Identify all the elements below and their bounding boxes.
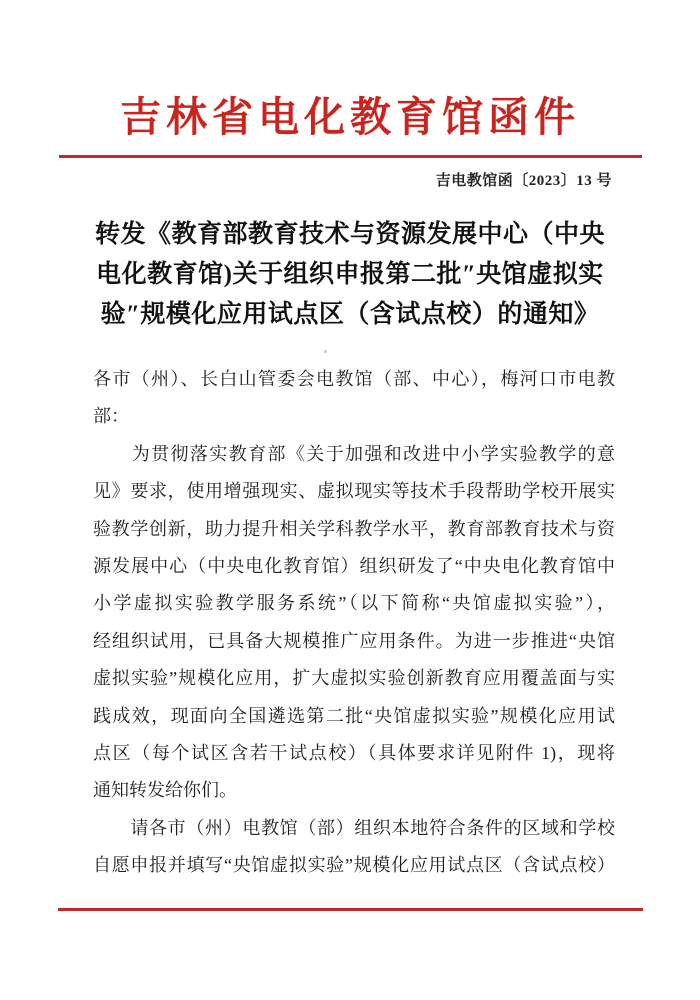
body-line: 请各市（州）电教馆（部）组织本地符合条件的区域和学校 (93, 817, 615, 838)
body-line: 小学虚拟实验教学服务系统”（以下简称“央馆虚拟实验”）， (93, 593, 615, 614)
body-line: 经组织试用，已具备大规模推广应用条件。为进一步推进“央馆 (93, 630, 615, 651)
document-title-line: 转发《教育部教育技术与资源发展中心（中央 (94, 221, 605, 248)
document-body (93, 361, 615, 884)
document-title (45, 215, 655, 335)
document-number: 吉电教馆函〔2023〕13 号 (435, 173, 612, 189)
letterhead-org-title: 吉林省电化教育馆函件 (120, 94, 580, 140)
scan-speck (324, 350, 327, 353)
document-title-line: 电化教育馆)关于组织申报第二批″央馆虚拟实 (96, 261, 604, 288)
body-line: 点区（每个试区含若干试点校）（具体要求详见附件 1)，现将 (93, 742, 615, 763)
body-line: 践成效，现面向全国遴选第二批“央馆虚拟实验”规模化应用试 (93, 705, 615, 726)
body-line: 为贯彻落实教育部《关于加强和改进中小学实验教学的意 (93, 443, 615, 464)
document-title-line: 验″规模化应用试点区（含试点校）的通知》 (100, 301, 600, 328)
body-line: 源发展中心（中央电化教育馆）组织研发了“中央电化教育馆中 (93, 555, 615, 576)
body-line: 自愿申报并填写“央馆虚拟实验”规模化应用试点区（含试点校） (93, 855, 615, 876)
body-line: 见》要求，使用增强现实、虚拟现实等技术手段帮助学校开展实 (93, 481, 615, 502)
body-line: 验教学创新，助力提升相关学科教学水平，教育部教育技术与资 (93, 518, 615, 539)
body-line: 通知转发给你们。 (93, 780, 237, 801)
body-line: 虚拟实验”规模化应用，扩大虚拟实验创新教育应用覆盖面与实 (93, 668, 615, 689)
footer-divider (58, 908, 643, 911)
letterhead-divider (59, 155, 642, 158)
body-line: 各市（州）、长白山管委会电教馆（部、中心），梅河口市电教 (93, 369, 615, 389)
body-line: 部： (93, 406, 129, 427)
